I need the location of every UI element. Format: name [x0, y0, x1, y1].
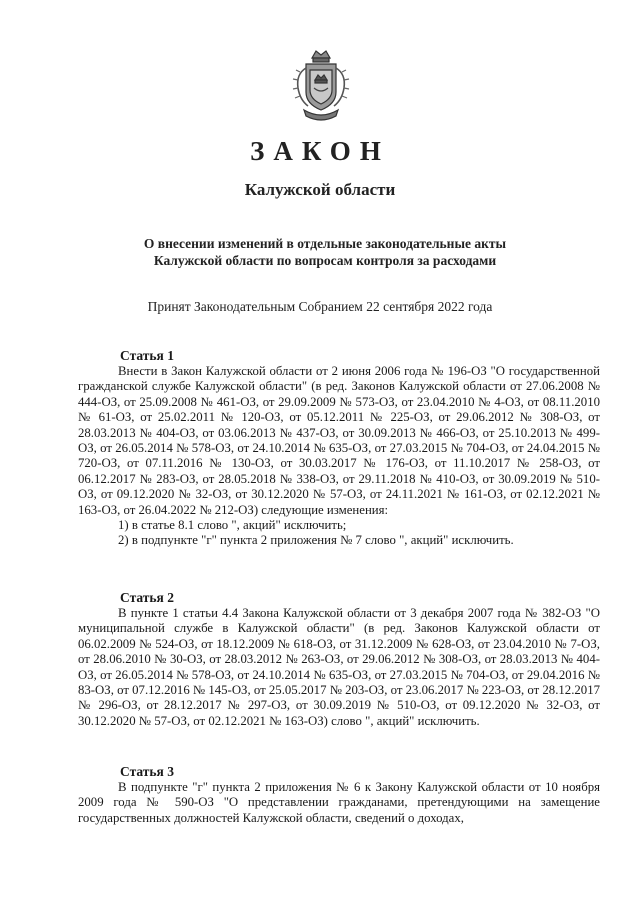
article-3: [78, 763, 600, 826]
article-items: [78, 518, 600, 549]
document-title: ЗАКОН: [250, 136, 390, 166]
article-body: Внести в Закон Калужской области от 2 июня 2006 года № 196-ОЗ "О государственной гражданской службе Калужской области" (в ред. Законов Калужской области от 27.06.2008 № 444-ОЗ, от 25.09.2008 № 461-ОЗ, от 29.09.2009 № 573-ОЗ, от 23.04.2010 № 4-ОЗ, от 08.11.2010 № 61-ОЗ, от 25.02.2011 № 120-ОЗ, от 05.12.2011 № 225-ОЗ, от 29.06.2012 № 308-ОЗ, от 28.03.2013 № 404-ОЗ, от 03.06.2013 № 437-ОЗ, от 30.09.2013 № 466-ОЗ, от 25.10.2013 № 499-ОЗ, от 26.05.2014 № 578-ОЗ, от 24.10.2014 № 635-ОЗ, от 27.03.2015 № 704-ОЗ, от 24.04.2015 № 720-ОЗ, от 07.11.2016 № 130-ОЗ, от 30.03.2017 № 176-ОЗ, от 11.10.2017 № 258-ОЗ, от 06.12.2017 № 283-ОЗ, от 28.05.2018 № 338-ОЗ, от 29.11.2018 № 410-ОЗ, от 30.09.2019 № 510-ОЗ, от 09.12.2020 № 32-ОЗ, от 30.12.2020 № 57-ОЗ, от 24.11.2021 № 161-ОЗ, от 02.12.2021 № 163-ОЗ, от 26.04.2022 № 212-ОЗ) следующие изменения:: [78, 364, 600, 517]
article-item: 1) в статье 8.1 слово ", акций" исключить;: [118, 518, 347, 533]
article-item: 2) в подпункте "г" пункта 2 приложения № 7 слово ", акций" исключить.: [118, 533, 514, 548]
document-subject: [80, 235, 570, 269]
article-2: [78, 589, 600, 729]
article-heading: Статья 3: [120, 764, 174, 779]
adoption-date: Принят Законодательным Собранием 22 сентября 2022 года: [147, 299, 493, 314]
article-heading: Статья 1: [120, 348, 174, 363]
article-heading: Статья 2: [120, 590, 174, 605]
article-body: В подпункте "г" пункта 2 приложения № 6 к Закону Калужской области от 10 ноября 2009 года № 590-ОЗ "О представлении гражданами, претендующими на замещение государственных должностей Калужской области, сведений о доходах,: [78, 780, 600, 825]
coat-of-arms-icon: [290, 48, 352, 124]
document-region: Калужской области: [244, 180, 396, 199]
article-1: [78, 347, 600, 549]
article-body: В пункте 1 статьи 4.4 Закона Калужской области от 3 декабря 2007 года № 382-ОЗ "О муниципальной службе в Калужской области" (в ред. Законов Калужской области от 06.02.2009 № 524-ОЗ, от 18.12.2009 № 618-ОЗ, от 31.12.2009 № 628-ОЗ, от 23.04.2010 № 7-ОЗ, от 28.06.2010 № 30-ОЗ, от 28.03.2012 № 263-ОЗ, от 29.06.2012 № 308-ОЗ, от 28.03.2013 № 404-ОЗ, от 26.05.2014 № 578-ОЗ, от 24.10.2014 № 635-ОЗ, от 27.03.2015 № 704-ОЗ, от 29.04.2016 № 83-ОЗ, от 07.12.2016 № 145-ОЗ, от 25.05.2017 № 203-ОЗ, от 23.06.2017 № 223-ОЗ, от 28.12.2017 № 296-ОЗ, от 28.12.2017 № 297-ОЗ, от 30.09.2019 № 510-ОЗ, от 09.12.2020 № 32-ОЗ, от 30.12.2020 № 57-ОЗ, от 02.12.2021 № 163-ОЗ) слово ", акций" исключить.: [78, 606, 600, 728]
subject-line-1: О внесении изменений в отдельные законодательные акты: [143, 236, 507, 251]
subject-line-2: Калужской области по вопросам контроля за расходами: [153, 253, 497, 268]
